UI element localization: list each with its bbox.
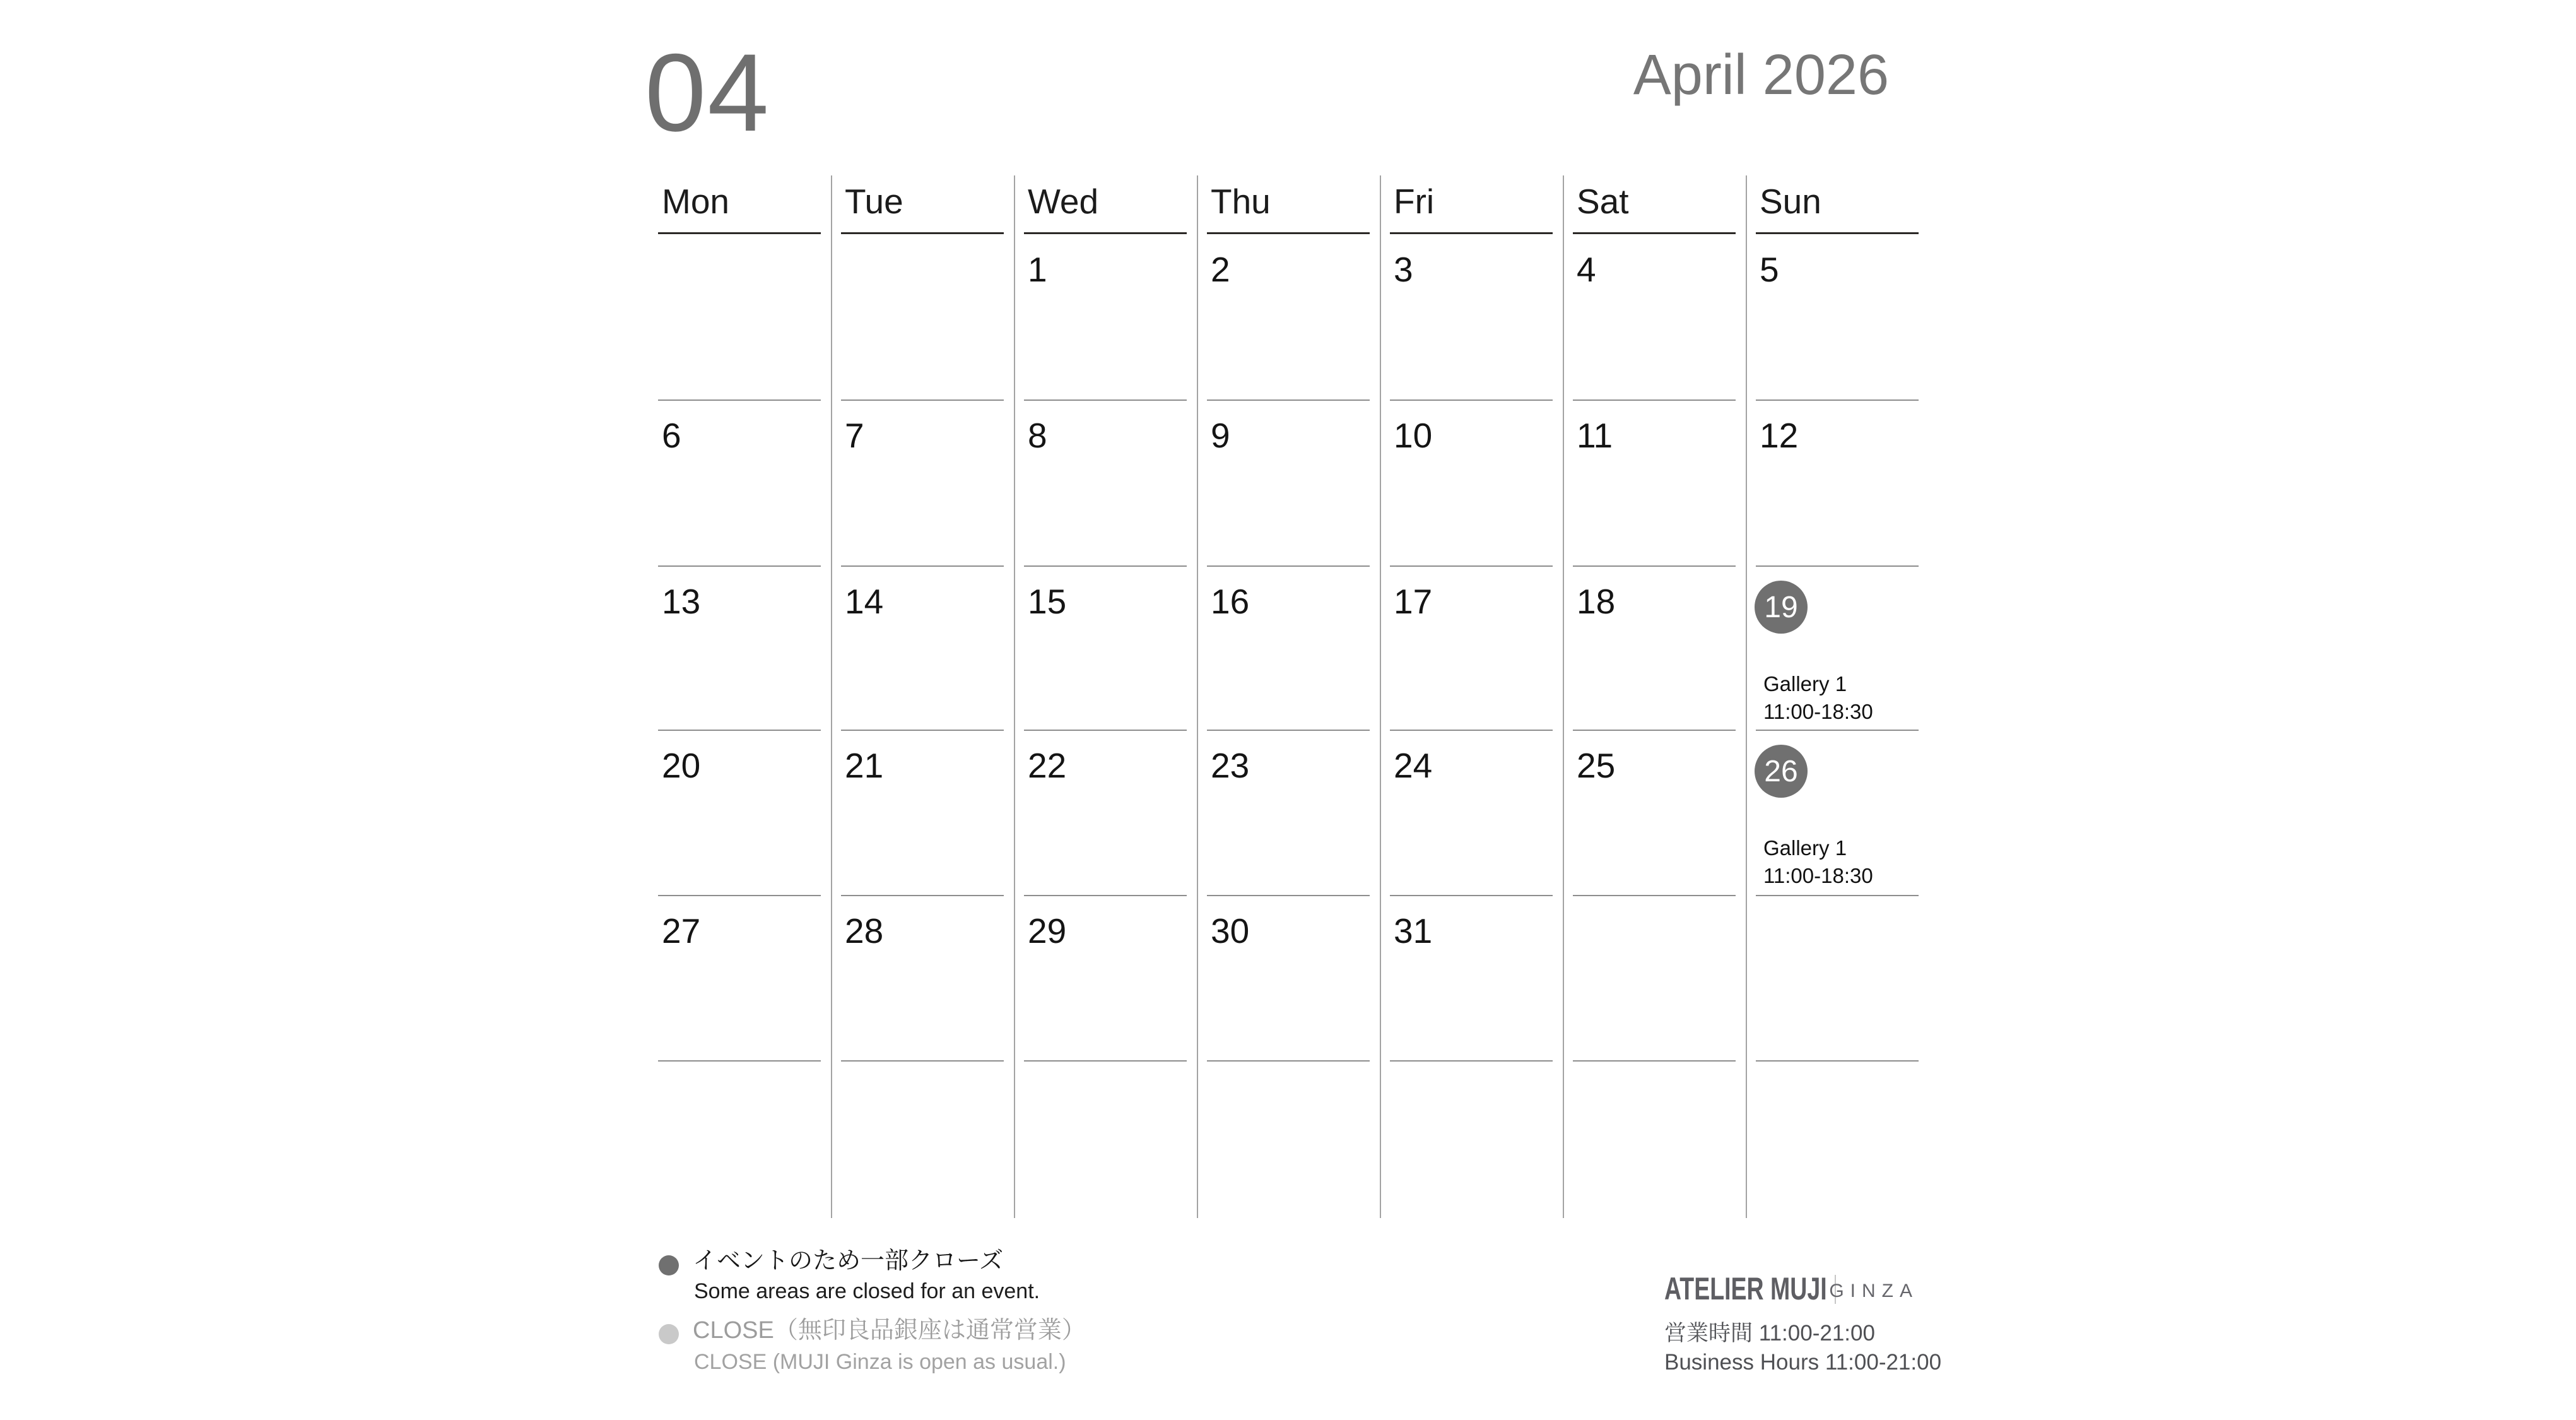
cell-separator xyxy=(1207,565,1370,567)
cell-separator xyxy=(1207,895,1370,896)
date-cell: 8 xyxy=(1028,416,1047,455)
date-cell: 23 xyxy=(1211,746,1250,785)
date-cell: 7 xyxy=(845,416,864,455)
column-divider xyxy=(1563,175,1564,1218)
cell-separator xyxy=(658,895,821,896)
weekday-underline xyxy=(1390,232,1553,234)
brand-logo: ATELIER MUJI xyxy=(1664,1271,1827,1306)
brand-location: GINZA xyxy=(1829,1281,1919,1301)
date-cell: 10 xyxy=(1394,416,1433,455)
event-label-line: 11:00-18:30 xyxy=(1763,700,1873,723)
cell-separator xyxy=(1207,399,1370,401)
date-cell: 20 xyxy=(662,746,701,785)
date-cell: 16 xyxy=(1211,582,1250,621)
cell-separator xyxy=(1390,730,1553,731)
event-label xyxy=(1763,834,1873,890)
cell-separator xyxy=(1024,1060,1187,1062)
cell-separator xyxy=(1207,1060,1370,1062)
cell-separator xyxy=(1756,565,1919,567)
month-name: April 2026 xyxy=(1633,44,1889,107)
date-cell: 17 xyxy=(1394,582,1433,621)
date-cell: 25 xyxy=(1577,746,1616,785)
date-cell: 5 xyxy=(1760,250,1779,289)
cell-separator xyxy=(1756,399,1919,401)
date-cell: 4 xyxy=(1577,250,1596,289)
column-divider xyxy=(1380,175,1381,1218)
weekday-header: Fri xyxy=(1394,182,1435,221)
column-divider xyxy=(1014,175,1015,1218)
cell-separator xyxy=(841,399,1004,401)
date-cell: 3 xyxy=(1394,250,1413,289)
cell-separator xyxy=(1756,1060,1919,1062)
date-cell: 22 xyxy=(1028,746,1067,785)
cell-separator xyxy=(1390,1060,1553,1062)
date-cell: 31 xyxy=(1394,911,1433,950)
date-cell: 29 xyxy=(1028,911,1067,950)
weekday-underline xyxy=(1756,232,1919,234)
column-divider xyxy=(1197,175,1198,1218)
date-cell: 12 xyxy=(1760,416,1799,455)
weekday-underline xyxy=(841,232,1004,234)
date-cell: 24 xyxy=(1394,746,1433,785)
cell-separator xyxy=(841,1060,1004,1062)
event-legend-dot-icon xyxy=(659,1255,679,1275)
cell-separator xyxy=(1756,730,1919,731)
cell-separator xyxy=(1573,565,1736,567)
cell-separator xyxy=(841,895,1004,896)
cell-separator xyxy=(658,730,821,731)
weekday-header: Sat xyxy=(1577,182,1629,221)
cell-separator xyxy=(1390,565,1553,567)
weekday-underline xyxy=(1207,232,1370,234)
date-cell: 2 xyxy=(1211,250,1230,289)
event-label-line: Gallery 1 xyxy=(1763,672,1847,695)
event-date-badge: 19 xyxy=(1755,581,1808,634)
weekday-underline xyxy=(658,232,821,234)
cell-separator xyxy=(1024,730,1187,731)
event-legend-label-jp: イベントのため一部クローズ xyxy=(693,1248,1004,1274)
business-hours-en: Business Hours 11:00-21:00 xyxy=(1664,1350,1942,1375)
event-date-badge: 26 xyxy=(1755,745,1808,798)
date-cell: 6 xyxy=(662,416,681,455)
cell-separator xyxy=(658,399,821,401)
cell-separator xyxy=(1390,399,1553,401)
close-legend-label-jp: CLOSE（無印良品銀座は通常営業） xyxy=(693,1317,1086,1344)
cell-separator xyxy=(658,565,821,567)
event-legend-label-en: Some areas are closed for an event. xyxy=(694,1279,1040,1303)
event-label-line: 11:00-18:30 xyxy=(1763,864,1873,887)
cell-separator xyxy=(1573,1060,1736,1062)
weekday-header: Sun xyxy=(1760,182,1821,221)
weekday-header: Tue xyxy=(845,182,903,221)
cell-separator xyxy=(1756,895,1919,896)
weekday-header: Wed xyxy=(1028,182,1099,221)
cell-separator xyxy=(841,565,1004,567)
weekday-header: Mon xyxy=(662,182,729,221)
date-cell: 15 xyxy=(1028,582,1067,621)
date-cell: 11 xyxy=(1577,416,1613,455)
weekday-underline xyxy=(1024,232,1187,234)
cell-separator xyxy=(658,1060,821,1062)
weekday-header: Thu xyxy=(1211,182,1271,221)
date-cell: 1 xyxy=(1028,250,1047,289)
date-cell: 30 xyxy=(1211,911,1250,950)
cell-separator xyxy=(1573,895,1736,896)
close-legend-label-en: CLOSE (MUJI Ginza is open as usual.) xyxy=(694,1350,1066,1374)
cell-separator xyxy=(1573,730,1736,731)
column-divider xyxy=(1746,175,1747,1218)
month-number: 04 xyxy=(645,32,770,155)
date-cell: 27 xyxy=(662,911,701,950)
cell-separator xyxy=(1024,565,1187,567)
cell-separator xyxy=(841,730,1004,731)
cell-separator xyxy=(1024,399,1187,401)
date-cell: 18 xyxy=(1577,582,1616,621)
cell-separator xyxy=(1207,730,1370,731)
date-cell: 28 xyxy=(845,911,884,950)
cell-separator xyxy=(1573,399,1736,401)
date-cell: 13 xyxy=(662,582,701,621)
cell-separator xyxy=(1390,895,1553,896)
event-label xyxy=(1763,670,1873,726)
cell-separator xyxy=(1024,895,1187,896)
date-cell: 21 xyxy=(845,746,884,785)
weekday-underline xyxy=(1573,232,1736,234)
close-legend-dot-icon xyxy=(659,1324,679,1344)
date-cell: 14 xyxy=(845,582,884,621)
business-hours-jp: 営業時間 11:00-21:00 xyxy=(1664,1321,1875,1346)
column-divider xyxy=(831,175,832,1218)
date-cell: 9 xyxy=(1211,416,1230,455)
event-label-line: Gallery 1 xyxy=(1763,836,1847,860)
